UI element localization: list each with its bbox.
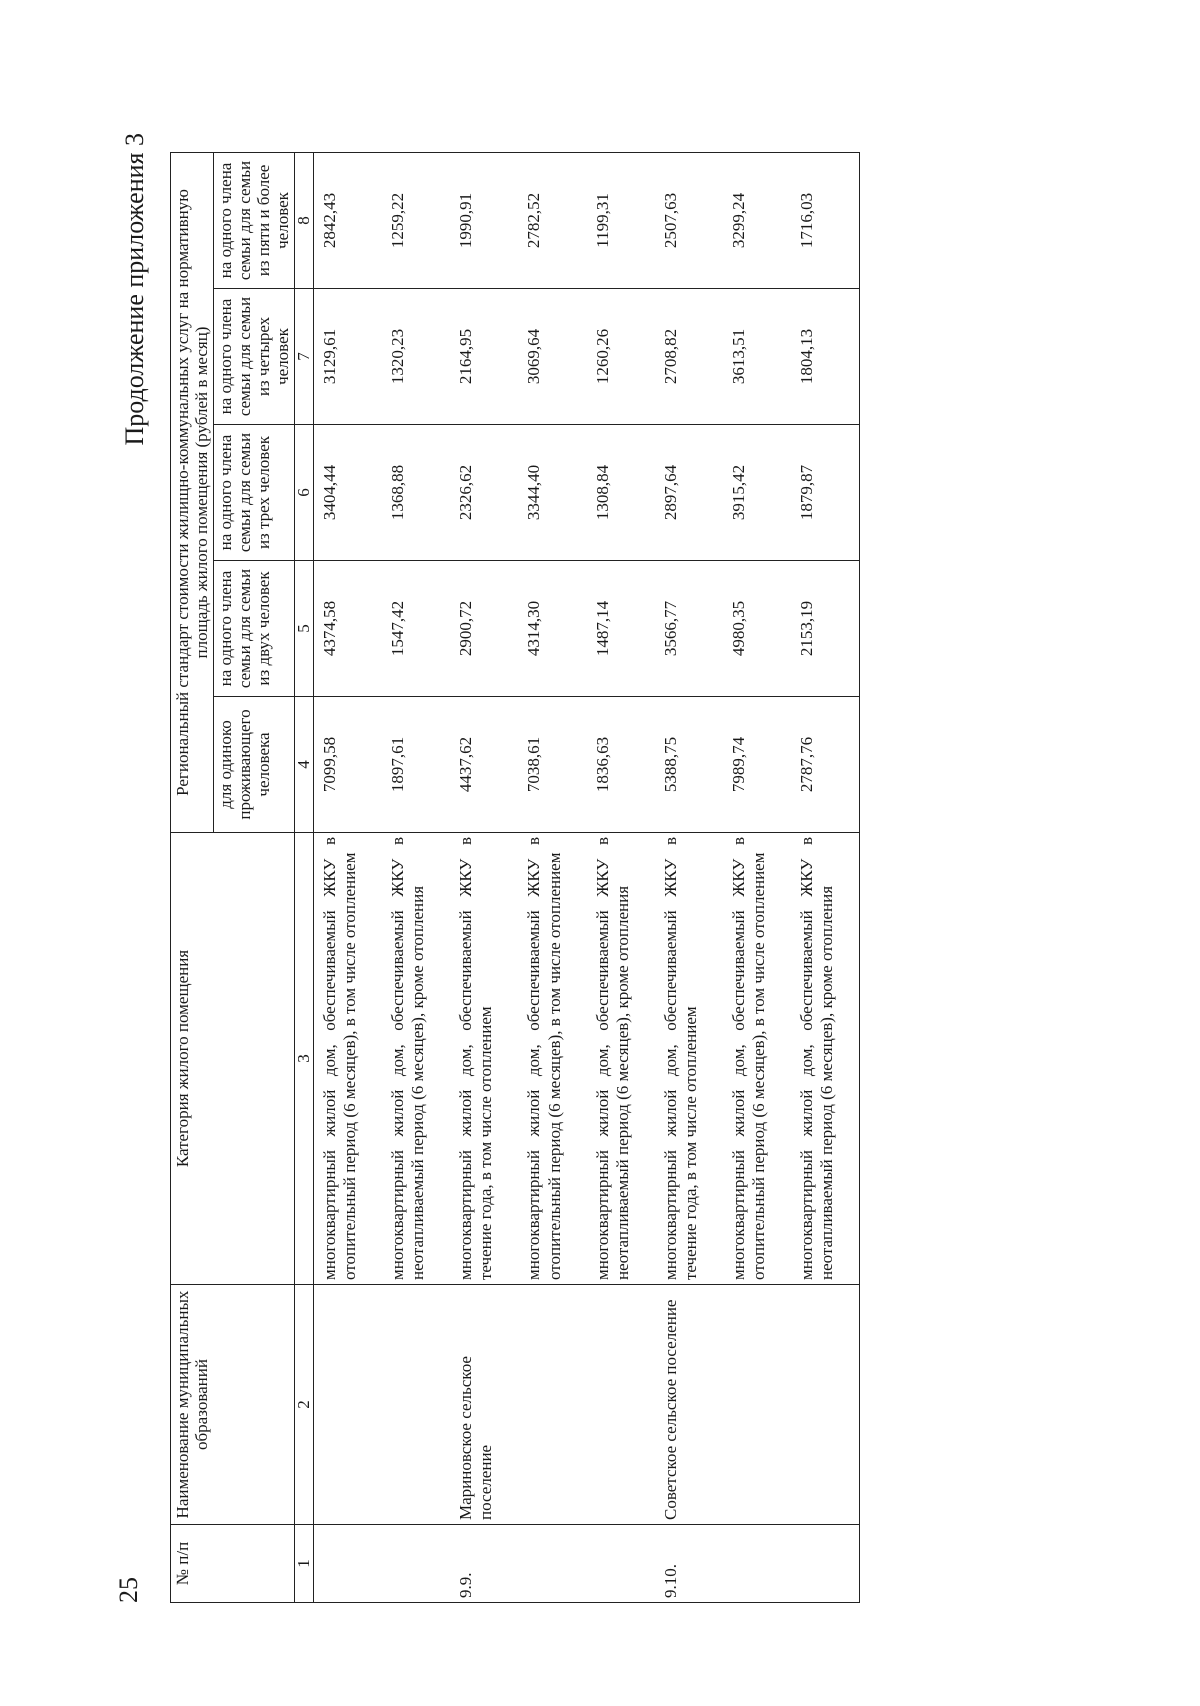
page-number: 25: [114, 1577, 143, 1603]
column-number: 4: [295, 697, 314, 833]
row-number: 9.9.: [450, 1525, 518, 1603]
table-row: [450, 152, 518, 1602]
row-value: 3404,44: [314, 425, 383, 561]
header-single: для одиноко проживающего человека: [214, 697, 295, 833]
row-value: 3915,42: [723, 425, 791, 561]
row-category: многоквартирный жилой дом, обеспечиваемый ЖКУ в отопительный период (6 месяцев), в том числе отоплением: [314, 833, 383, 1285]
row-category: многоквартирный жилой дом, обеспечиваемый ЖКУ в отопительный период (6 месяцев), в том числе отоплением: [723, 833, 791, 1285]
header-four-persons: на одного члена семьи для семьи из четырех человек: [214, 289, 295, 425]
row-value: 2153,19: [791, 561, 860, 697]
row-value: 2164,95: [450, 289, 518, 425]
row-value: 3566,77: [655, 561, 723, 697]
row-municipality: [314, 1285, 383, 1525]
row-value: 1199,31: [587, 152, 655, 288]
row-number: 9.10.: [655, 1525, 723, 1603]
row-value: 2900,72: [450, 561, 518, 697]
table-row: [314, 152, 383, 1602]
header-three-persons: на одного члена семьи для семьи из трех человек: [214, 425, 295, 561]
row-value: 1547,42: [382, 561, 450, 697]
table-row: [723, 152, 791, 1602]
row-value: 1716,03: [791, 152, 860, 288]
row-value: 1368,88: [382, 425, 450, 561]
header-five-persons: на одного члена семьи для семьи из пяти и более человек: [214, 152, 295, 288]
row-value: 4314,30: [518, 561, 586, 697]
header-two-persons: на одного члена семьи для семьи из двух человек: [214, 561, 295, 697]
row-value: 1804,13: [791, 289, 860, 425]
table-row: [655, 152, 723, 1602]
row-value: 5388,75: [655, 697, 723, 833]
row-value: 3344,40: [518, 425, 586, 561]
row-municipality: [723, 1285, 791, 1525]
row-number: [587, 1525, 655, 1603]
row-number: [723, 1525, 791, 1603]
row-number: [791, 1525, 860, 1603]
row-value: 2782,52: [518, 152, 586, 288]
row-value: 1990,91: [450, 152, 518, 288]
column-number: 2: [295, 1285, 314, 1525]
header-number: № п/п: [171, 1525, 295, 1603]
column-number: 6: [295, 425, 314, 561]
row-municipality: [791, 1285, 860, 1525]
column-number: 3: [295, 833, 314, 1285]
row-municipality: [382, 1285, 450, 1525]
row-value: 2708,82: [655, 289, 723, 425]
row-value: 3129,61: [314, 289, 383, 425]
row-value: 2326,62: [450, 425, 518, 561]
row-number: [518, 1525, 586, 1603]
row-value: 3299,24: [723, 152, 791, 288]
header-regional-standard: Региональный стандарт стоимости жилищно-коммунальных услуг на нормативную площадь жилого помещения (рублей в месяц): [171, 152, 214, 832]
column-number: 1: [295, 1525, 314, 1603]
row-municipality: [587, 1285, 655, 1525]
row-municipality: Советское сельское поселение: [655, 1285, 723, 1525]
table-row: [791, 152, 860, 1602]
row-number: [382, 1525, 450, 1603]
row-value: 7099,58: [314, 697, 383, 833]
row-value: 7989,74: [723, 697, 791, 833]
row-value: 2507,63: [655, 152, 723, 288]
row-value: 2787,76: [791, 697, 860, 833]
column-number: 7: [295, 289, 314, 425]
row-value: 1260,26: [587, 289, 655, 425]
row-value: 1487,14: [587, 561, 655, 697]
row-category: многоквартирный жилой дом, обеспечиваемый ЖКУ в течение года, в том числе отоплением: [655, 833, 723, 1285]
row-municipality: [518, 1285, 586, 1525]
table-body: [314, 152, 860, 1602]
header-municipality: Наименование муниципальных образований: [171, 1285, 295, 1525]
row-municipality: Мариновское сельское поселение: [450, 1285, 518, 1525]
column-number: 5: [295, 561, 314, 697]
row-category: многоквартирный жилой дом, обеспечиваемый ЖКУ в отопительный период (6 месяцев), в том числе отоплением: [518, 833, 586, 1285]
row-value: 1879,87: [791, 425, 860, 561]
housing-standard-table: [170, 152, 860, 1603]
column-number: 8: [295, 152, 314, 288]
row-value: 4980,35: [723, 561, 791, 697]
row-value: 1259,22: [382, 152, 450, 288]
row-category: многоквартирный жилой дом, обеспечиваемый ЖКУ в неотапливаемый период (6 месяцев), кроме отопления: [382, 833, 450, 1285]
row-value: 3613,51: [723, 289, 791, 425]
table-row: [518, 152, 586, 1602]
row-value: 7038,61: [518, 697, 586, 833]
row-value: 3069,64: [518, 289, 586, 425]
row-value: 2842,43: [314, 152, 383, 288]
table-row: [587, 152, 655, 1602]
row-value: 1320,23: [382, 289, 450, 425]
row-value: 4437,62: [450, 697, 518, 833]
rotated-page: [80, 63, 1120, 1643]
row-category: многоквартирный жилой дом, обеспечиваемый ЖКУ в неотапливаемый период (6 месяцев), кроме отопления: [791, 833, 860, 1285]
continuation-title: Продолжение приложения 3: [120, 133, 149, 446]
row-number: [314, 1525, 383, 1603]
row-value: 4374,58: [314, 561, 383, 697]
row-category: многоквартирный жилой дом, обеспечиваемый ЖКУ в течение года, в том числе отоплением: [450, 833, 518, 1285]
row-category: многоквартирный жилой дом, обеспечиваемый ЖКУ в неотапливаемый период (6 месяцев), кроме отопления: [587, 833, 655, 1285]
row-value: 1308,84: [587, 425, 655, 561]
row-value: 2897,64: [655, 425, 723, 561]
header-category: Категория жилого помещения: [171, 833, 295, 1285]
row-value: 1836,63: [587, 697, 655, 833]
row-value: 1897,61: [382, 697, 450, 833]
table-row: [382, 152, 450, 1602]
